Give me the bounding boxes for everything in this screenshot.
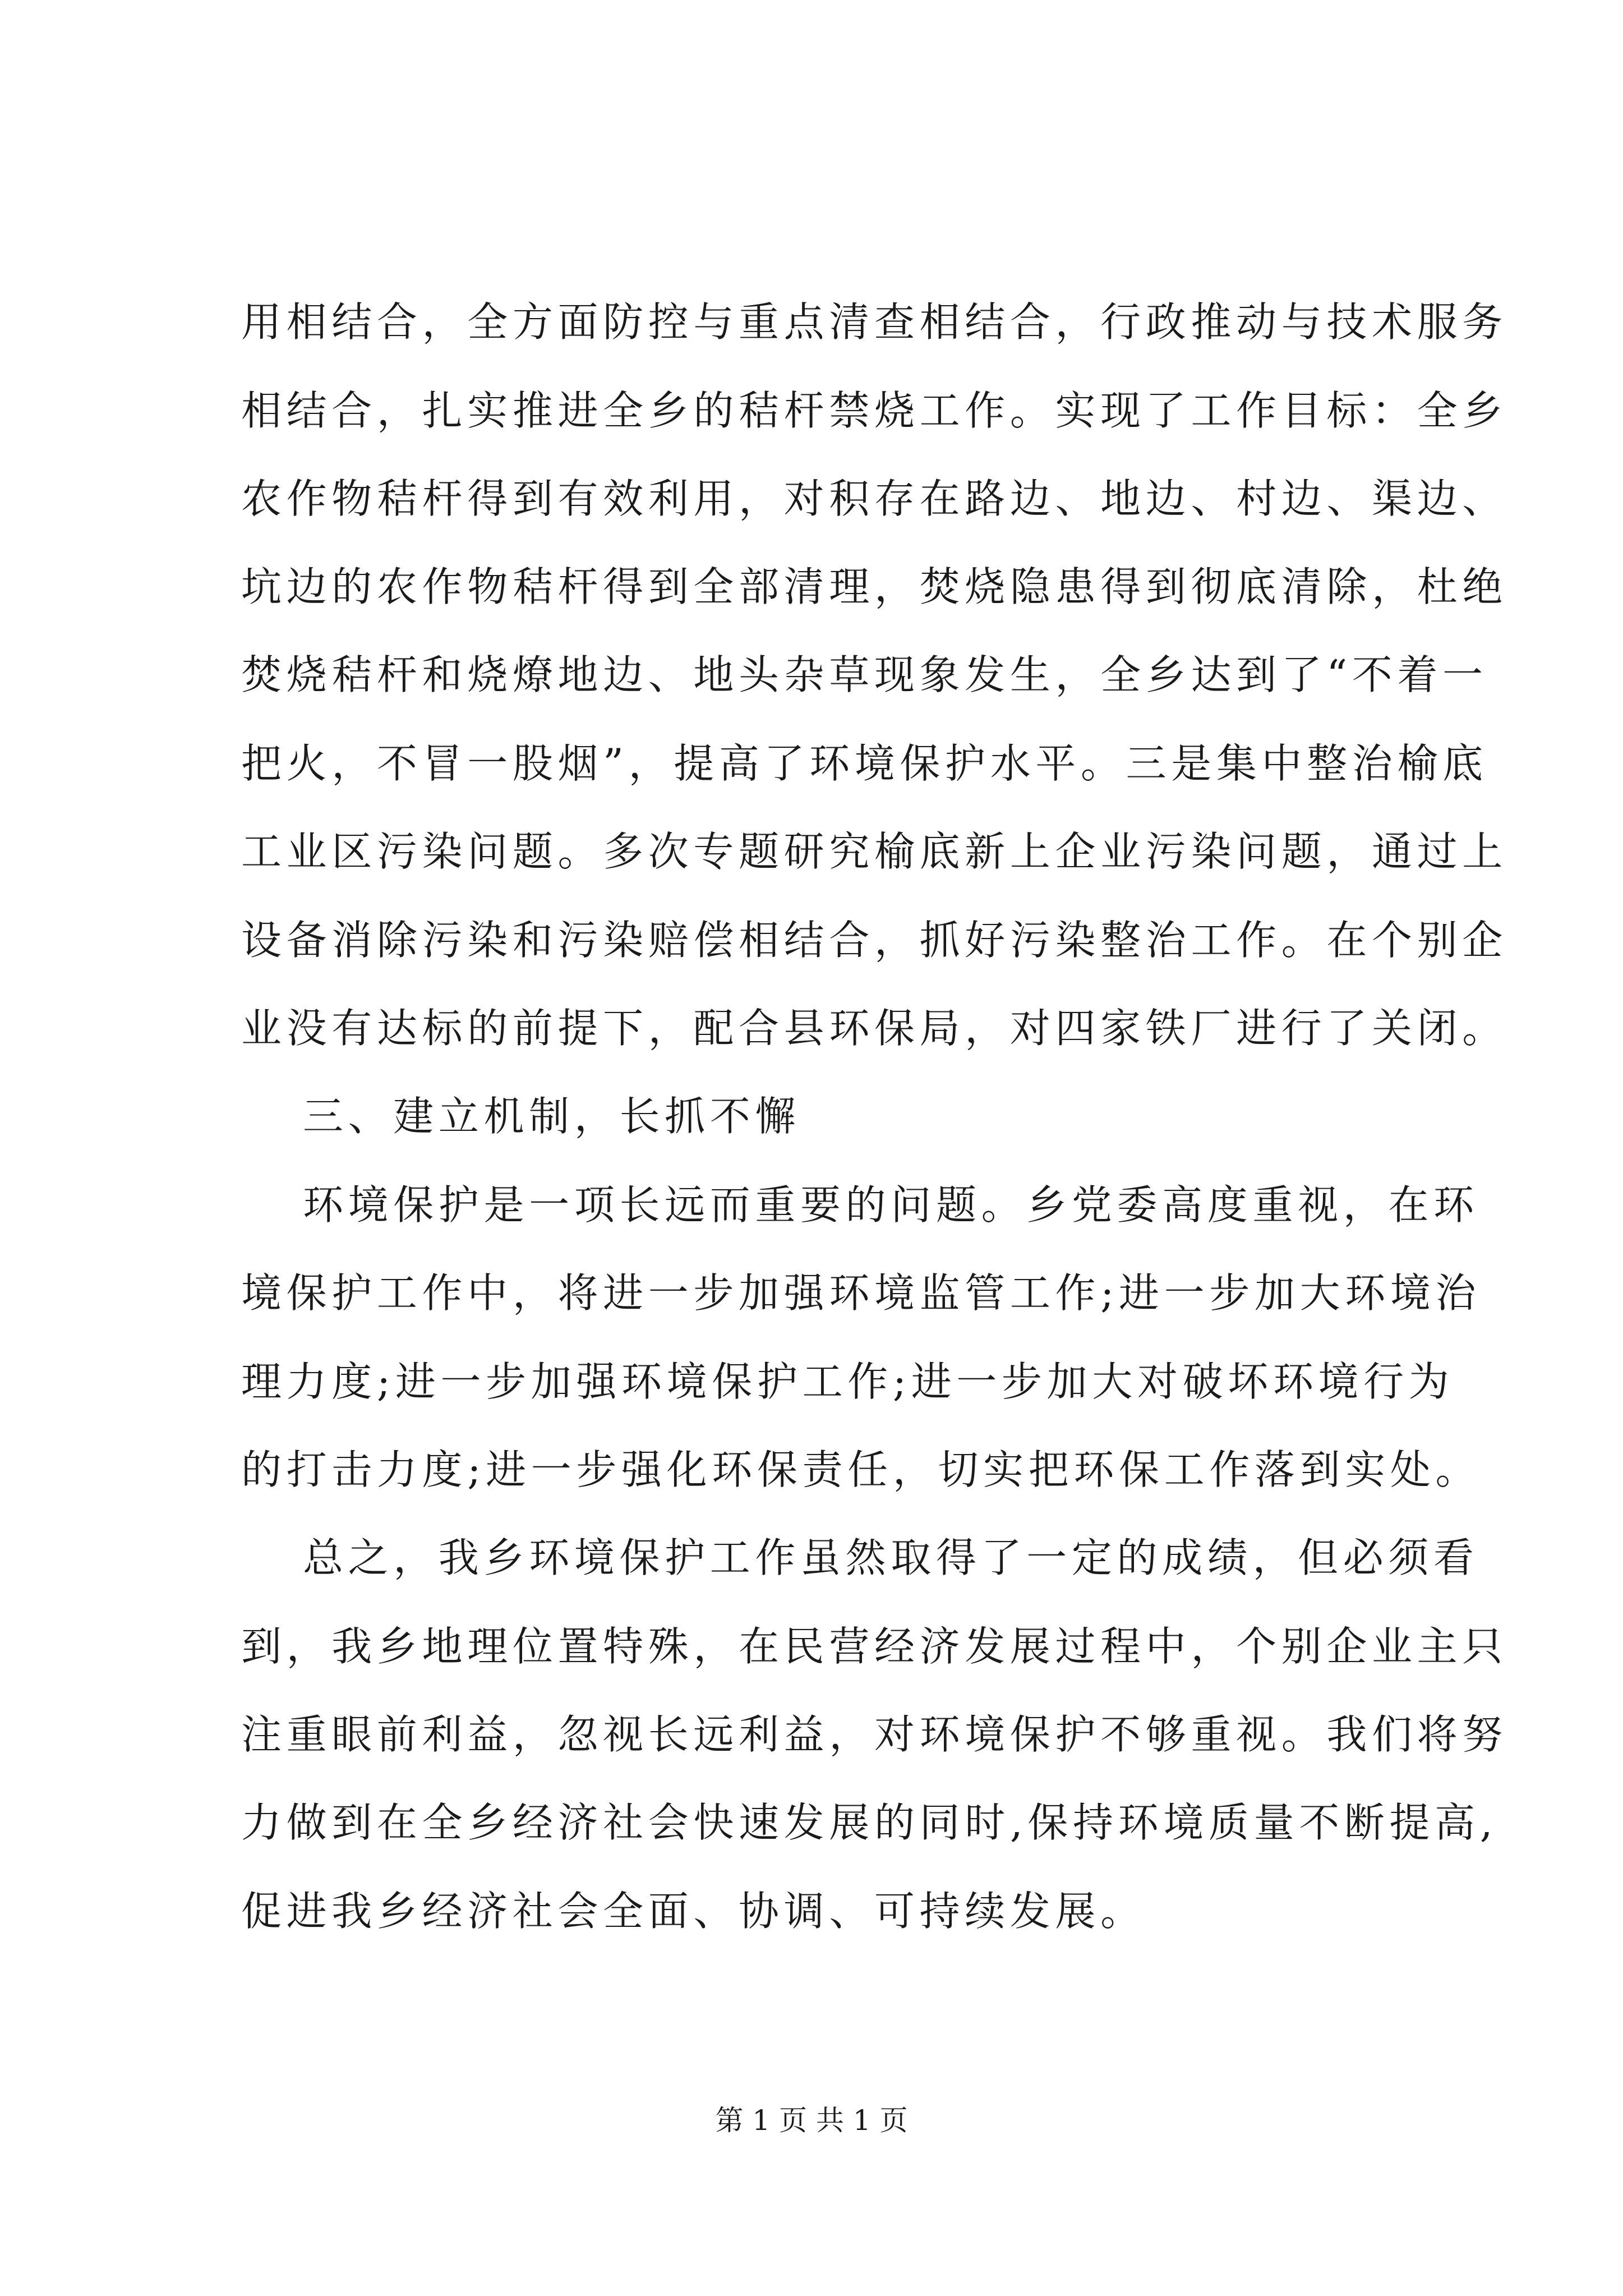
body-line-1: 用相结合，全方面防控与重点清查相结合，行政推动与技术服务: [241, 298, 1507, 346]
body-line-9: 业没有达标的前提下，配合县环保局，对四家铁厂进行了关闭。: [241, 1005, 1507, 1052]
body-line-7: 工业区污染问题。多次专题研究榆底新上企业污染问题，通过上: [241, 828, 1507, 875]
body-line-13: 理力度;进一步加强环境保护工作;进一步加大对破坏环境行为: [241, 1358, 1454, 1405]
body-line-6: 把火，不冒一股烟”，提高了环境保护水平。三是集中整治榆底: [241, 740, 1488, 787]
body-line-8: 设备消除污染和污染赔偿相结合，抓好污染整治工作。在个别企: [241, 917, 1507, 964]
body-line-11: 环境保护是一项长远而重要的问题。乡党委高度重视，在环: [303, 1181, 1479, 1228]
body-line-15: 总之，我乡环境保护工作虽然取得了一定的成绩，但必须看: [303, 1534, 1479, 1581]
page-number: 第 1 页 共 1 页: [715, 2104, 908, 2137]
body-line-17: 注重眼前利益，忽视长远利益，对环境保护不够重视。我们将努: [241, 1711, 1507, 1758]
body-line-14: 的打击力度;进一步强化环保责任，切实把环保工作落到实处。: [241, 1446, 1481, 1493]
body-line-19: 促进我乡经济社会全面、协调、可持续发展。: [241, 1888, 1146, 1935]
body-line-12: 境保护工作中，将进一步加强环境监管工作;进一步加大环境治: [241, 1269, 1481, 1317]
section-heading: 三、建立机制，长抓不懈: [303, 1093, 801, 1140]
body-line-3: 农作物秸杆得到有效利用，对积存在路边、地边、村边、渠边、: [241, 475, 1507, 522]
body-line-18: 力做到在全乡经济社会快速发展的同时,保持环境质量不断提高,: [241, 1799, 1498, 1846]
body-line-16: 到，我乡地理位置特殊，在民营经济发展过程中，个别企业主只: [241, 1623, 1507, 1670]
body-line-2: 相结合，扎实推进全乡的秸杆禁烧工作。实现了工作目标：全乡: [241, 387, 1507, 434]
body-line-5: 焚烧秸杆和烧燎地边、地头杂草现象发生，全乡达到了“不着一: [241, 651, 1488, 698]
body-line-4: 坑边的农作物秸杆得到全部清理，焚烧隐患得到彻底清除，杜绝: [241, 563, 1507, 610]
